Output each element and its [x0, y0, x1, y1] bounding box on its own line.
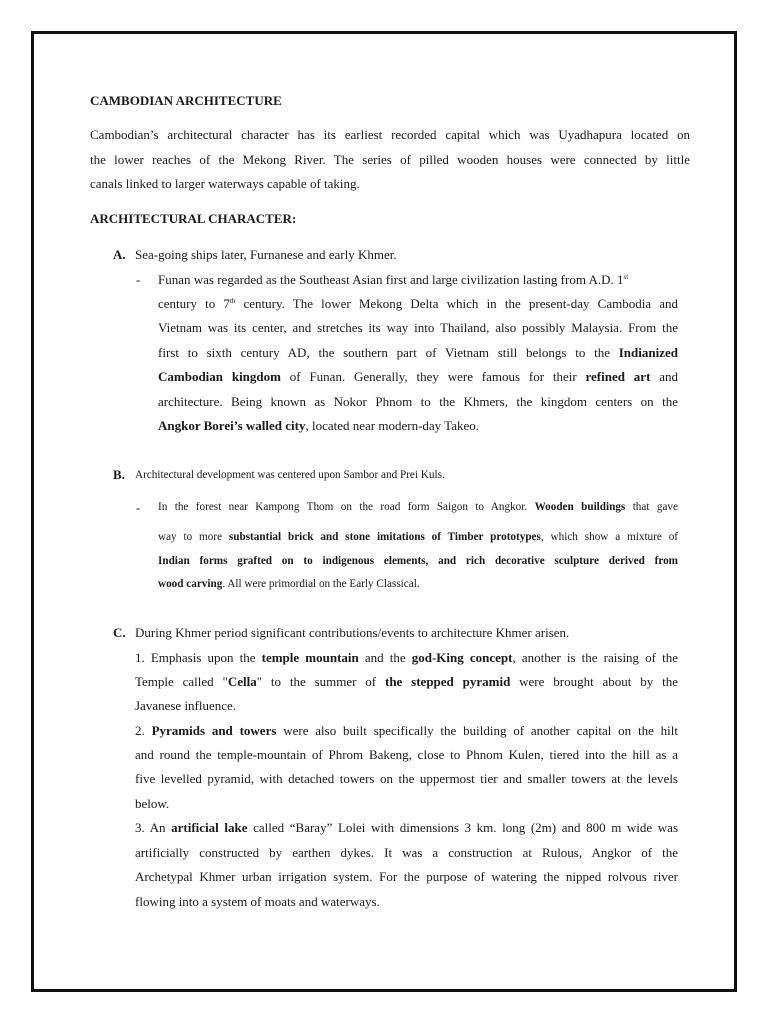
- body-line: wood carving. All were primordial on the Early Classical.: [158, 578, 420, 590]
- section-letter: B.: [113, 467, 125, 482]
- section-heading: During Khmer period significant contributions/events to architecture Khmer arisen.: [135, 625, 570, 640]
- body-line: Indian forms grafted on to indigenous elements, and rich decorative sculpture derived from: [158, 555, 678, 567]
- section-heading: Sea-going ships later, Furnanese and early Khmer.: [135, 247, 397, 262]
- body-line: below.: [135, 796, 170, 811]
- body-line: flowing into a system of moats and waterways.: [135, 894, 380, 909]
- body-line: first to sixth century AD, the southern part of Vietnam still belongs to the Indianized: [158, 345, 678, 360]
- body-line: 1. Emphasis upon the temple mountain and the god-King concept, another is the raising of the: [135, 650, 678, 665]
- intro-line: Cambodian’s architectural character has its earliest recorded capital which was Uyadhapura located on: [90, 127, 690, 142]
- intro-line: the lower reaches of the Mekong River. The series of pilled wooden houses were connected by little: [90, 152, 690, 167]
- document-title: CAMBODIAN ARCHITECTURE: [90, 93, 282, 108]
- body-line: Angkor Borei’s walled city, located near modern-day Takeo.: [158, 418, 480, 433]
- intro-line: canals linked to larger waterways capable of taking.: [90, 176, 360, 191]
- bullet-dash: -: [136, 272, 141, 287]
- body-line: century to 7th century. The lower Mekong Delta which in the present-day Cambodia and: [158, 296, 678, 311]
- body-line: In the forest near Kampong Thom on the road form Saigon to Angkor. Wooden buildings that gave: [158, 501, 678, 513]
- body-line: way to more substantial brick and stone imitations of Timber prototypes, which show a mixture of: [158, 531, 679, 543]
- body-line: Javanese influence.: [135, 698, 237, 713]
- body-line: architecture. Being known as Nokor Phnom to the Khmers, the kingdom centers on the: [158, 394, 678, 409]
- section-heading: Architectural development was centered upon Sambor and Prei Kuls.: [135, 469, 445, 481]
- body-line: artificially constructed by earthen dykes. It was a construction at Rulous, Angkor of the: [135, 845, 678, 860]
- section-letter: A.: [113, 247, 126, 262]
- body-line: and round the temple-mountain of Phrom Bakeng, close to Phnom Kulen, tiered into the hill as a: [135, 747, 678, 762]
- body-line: Vietnam was its center, and stretches its way into Thailand, also possibly Malaysia. From the: [158, 320, 678, 335]
- body-line: Temple called "Cella" to the summer of the stepped pyramid were brought about by the: [135, 674, 678, 689]
- body-line: 3. An artificial lake called “Baray” Lolei with dimensions 3 km. long (2m) and 800 m wide was: [135, 820, 679, 835]
- section-subtitle: ARCHITECTURAL CHARACTER:: [90, 211, 297, 226]
- body-line: Cambodian kingdom of Funan. Generally, they were famous for their refined art and: [158, 369, 678, 384]
- bullet-dash: -: [136, 500, 141, 515]
- body-line: Archetypal Khmer urban irrigation system. For the purpose of watering the nipped rolvous river: [135, 869, 678, 884]
- body-line: five levelled pyramid, with detached towers on the uppermost tier and smaller towers at the levels: [135, 771, 678, 786]
- body-line: 2. Pyramids and towers were also built specifically the building of another capital on the hilt: [135, 723, 678, 738]
- body-line: Funan was regarded as the Southeast Asian first and large civilization lasting from A.D. 1st: [158, 272, 629, 287]
- section-letter: C.: [113, 625, 126, 640]
